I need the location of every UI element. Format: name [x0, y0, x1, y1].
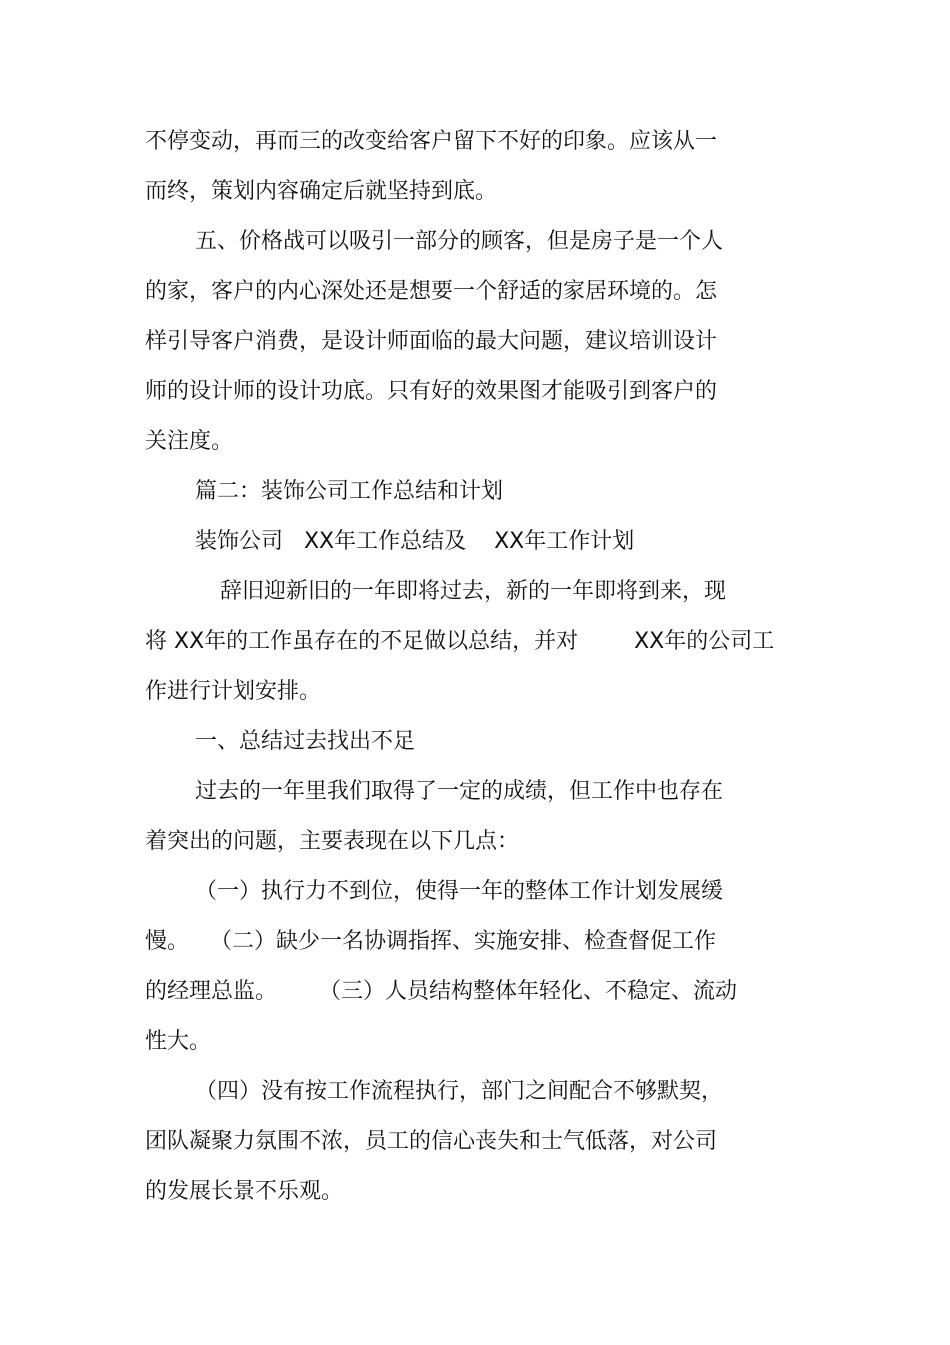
text-line: 师的设计师的设计功底。只有好的效果图才能吸引到客户的 — [145, 379, 718, 404]
section-title: 篇二：装饰公司工作总结和计划 — [195, 479, 504, 504]
list-item: 慢。 （二）缺少一名协调指挥、实施安排、检查督促工作 — [145, 929, 716, 954]
text-line: 而终，策划内容确定后就坚持到底。 — [145, 179, 498, 204]
text-line: 辞旧迎新旧的一年即将过去，新的一年即将到来，现 — [220, 579, 727, 604]
text-line: 的发展长景不乐观。 — [145, 1179, 344, 1204]
text-line: 团队凝聚力氛围不浓，员工的信心丧失和士气低落，对公司 — [145, 1129, 718, 1154]
paragraph-heading-five: 五、价格战可以吸引一部分的顾客，但是房子是一个人 — [195, 229, 724, 254]
text-line: 将 XX年的工作虽存在的不足做以总结，并对 XX年的公司工 — [145, 629, 775, 654]
text-line: 关注度。 — [145, 429, 234, 454]
text-line: 着突出的问题，主要表现在以下几点： — [145, 829, 520, 854]
section-heading: 一、总结过去找出不足 — [195, 729, 416, 754]
text-line: 样引导客户消费，是设计师面临的最大问题，建议培训设计 — [145, 329, 718, 354]
text-line: 过去的一年里我们取得了一定的成绩，但工作中也存在 — [195, 779, 724, 804]
document-subtitle: 装饰公司 XX年工作总结及 XX年工作计划 — [195, 529, 635, 554]
list-item: （一）执行力不到位，使得一年的整体工作计划发展缓 — [195, 879, 724, 904]
text-line: 性大。 — [145, 1029, 212, 1054]
text-line: 的家，客户的内心深处还是想要一个舒适的家居环境的。怎 — [145, 279, 718, 304]
list-item: 的经理总监。 （三）人员结构整体年轻化、不稳定、流动 — [145, 979, 737, 1004]
text-line: 作进行计划安排。 — [145, 679, 322, 704]
list-item: （四）没有按工作流程执行，部门之间配合不够默契， — [195, 1079, 724, 1104]
text-line: 不停变动，再而三的改变给客户留下不好的印象。应该从一 — [145, 129, 718, 154]
